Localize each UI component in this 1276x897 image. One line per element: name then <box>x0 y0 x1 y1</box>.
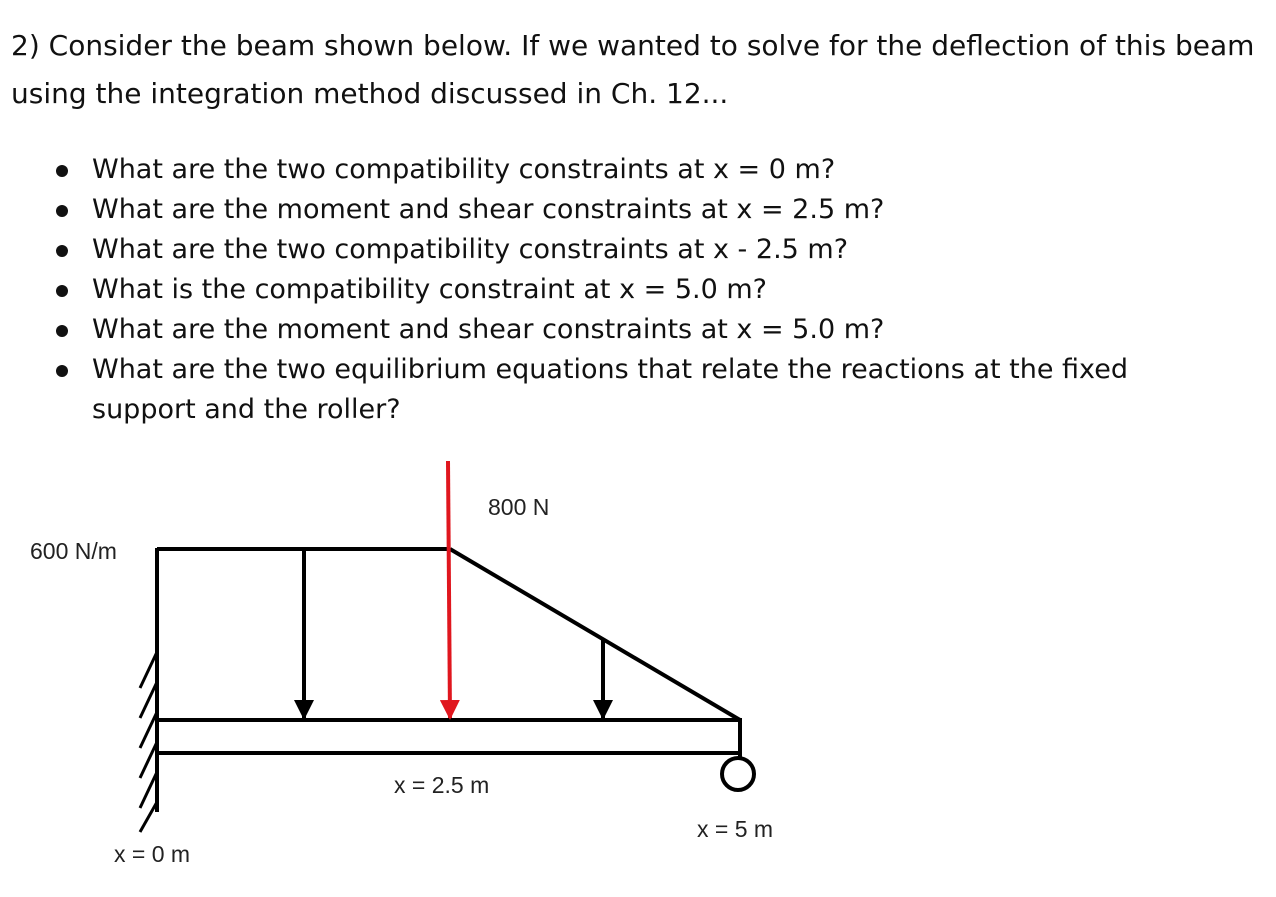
question-item <box>52 150 1202 190</box>
question-text: What are the two compatibility constraints at x - 2.5 m? <box>92 234 849 265</box>
distributed-load-label: 600 N/m <box>30 538 117 564</box>
question-item <box>52 230 1202 270</box>
load-sloped-line <box>450 549 740 720</box>
point-load-label: 800 N <box>488 494 550 520</box>
point-load-arrow <box>448 461 450 718</box>
hatch-line <box>140 682 157 718</box>
bullet-icon <box>56 245 68 257</box>
beam <box>157 720 740 753</box>
question-text: What are the moment and shear constraints at x = 2.5 m? <box>92 194 885 225</box>
x-end-label: x = 5 m <box>697 816 774 842</box>
question-item <box>52 350 1202 430</box>
bullet-icon <box>56 365 68 377</box>
question-text: What are the two compatibility constraints at x = 0 m? <box>92 154 836 185</box>
bullet-icon <box>56 165 68 177</box>
bullet-icon <box>56 205 68 217</box>
x-mid-label: x = 2.5 m <box>394 772 490 798</box>
bullet-icon <box>56 285 68 297</box>
hatch-line <box>140 742 157 778</box>
question-list <box>52 150 1202 430</box>
roller-support <box>722 753 754 790</box>
question-item <box>52 310 1202 350</box>
hatch-line <box>140 712 157 748</box>
hatch-line <box>140 802 157 832</box>
question-text: What is the compatibility constraint at x = 5.0 m? <box>92 274 767 305</box>
question-text: What are the moment and shear constraints at x = 5.0 m? <box>92 314 885 345</box>
problem-intro: 2) Consider the beam shown below. If we wanted to solve for the deflection of this beam using the integration method discussed in Ch. 12... <box>11 29 1255 110</box>
question-item <box>52 270 1202 310</box>
question-text: What are the two equilibrium equations that relate the reactions at the fixed support and the roller? <box>92 354 1128 425</box>
beam-diagram <box>0 440 900 890</box>
bullet-icon <box>56 325 68 337</box>
hatch-line <box>140 652 157 688</box>
roller-circle <box>722 758 754 790</box>
question-item <box>52 190 1202 230</box>
hatch-line <box>140 772 157 808</box>
fixed-support <box>140 548 157 832</box>
x-start-label: x = 0 m <box>114 841 191 867</box>
